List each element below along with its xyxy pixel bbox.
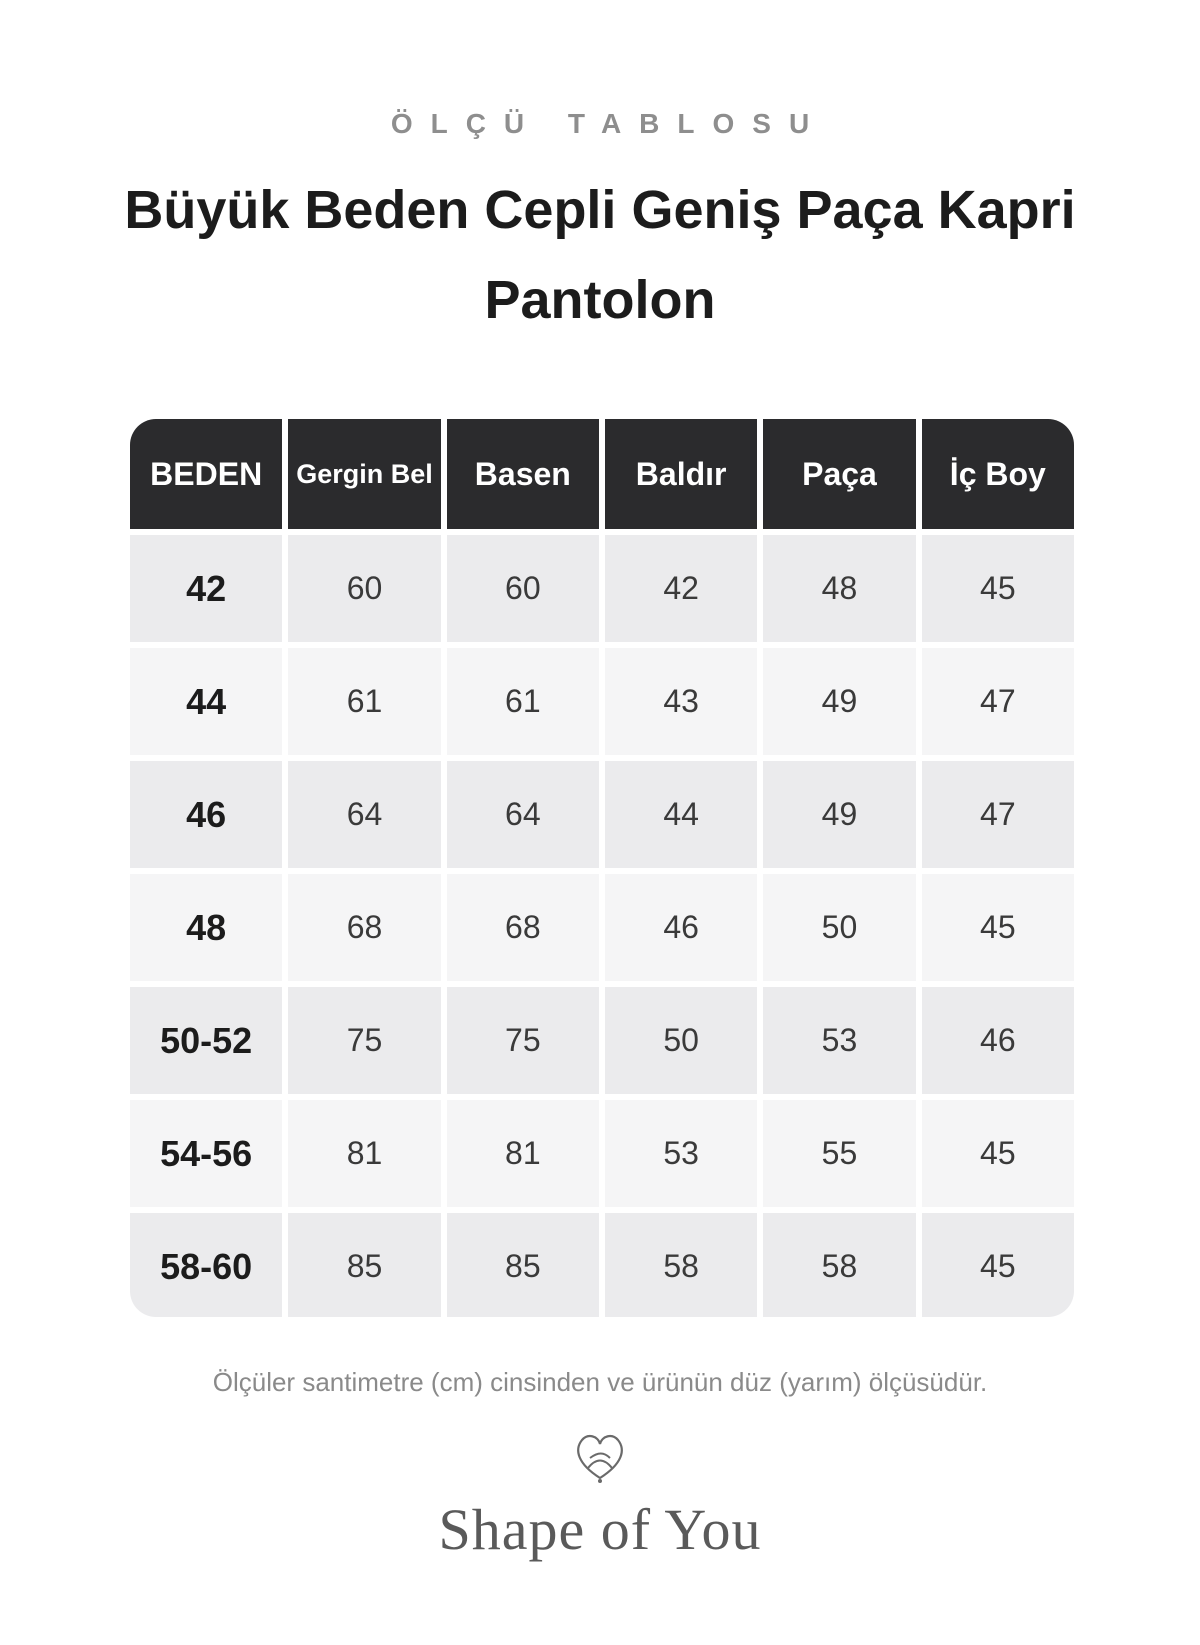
table-cell: 45: [922, 1100, 1074, 1207]
table-cell: 44: [605, 761, 757, 868]
table-row: [130, 761, 1074, 868]
table-cell: 58: [763, 1213, 915, 1317]
brand-logo: [0, 1428, 1200, 1563]
size-cell: 44: [130, 648, 282, 755]
size-cell: 54-56: [130, 1100, 282, 1207]
table-row: [130, 987, 1074, 1094]
size-cell: 50-52: [130, 987, 282, 1094]
page-title: Büyük Beden Cepli Geniş Paça Kapri Pantolon: [124, 180, 1076, 330]
table-cell: 49: [763, 648, 915, 755]
table-cell: 46: [922, 987, 1074, 1094]
table-cell: 75: [447, 987, 599, 1094]
eyebrow-label: ÖLÇÜ TABLOSU: [390, 108, 828, 139]
table-cell: 43: [605, 648, 757, 755]
table-cell: 47: [922, 648, 1074, 755]
table-cell: 45: [922, 1213, 1074, 1317]
table-cell: 61: [288, 648, 440, 755]
table-cell: 55: [763, 1100, 915, 1207]
table-cell: 53: [763, 987, 915, 1094]
table-cell: 48: [763, 535, 915, 642]
brand-name: Shape of You: [438, 1497, 762, 1562]
size-cell: 42: [130, 535, 282, 642]
table-cell: 68: [288, 874, 440, 981]
size-cell: 46: [130, 761, 282, 868]
table-cell: 64: [447, 761, 599, 868]
table-row: [130, 1213, 1074, 1317]
size-cell: 48: [130, 874, 282, 981]
size-cell: 58-60: [130, 1213, 282, 1317]
table-cell: 64: [288, 761, 440, 868]
measurement-note: Ölçüler santimetre (cm) cinsinden ve ürünün düz (yarım) ölçüsüdür.: [212, 1367, 988, 1397]
table-cell: 81: [288, 1100, 440, 1207]
heart-ribbon-icon: [568, 1428, 632, 1486]
table-row: [130, 535, 1074, 642]
column-header-inseam: İç Boy: [922, 419, 1074, 529]
column-header-hip: Basen: [447, 419, 599, 529]
table-cell: 50: [763, 874, 915, 981]
table-cell: 50: [605, 987, 757, 1094]
table-cell: 60: [288, 535, 440, 642]
table-cell: 49: [763, 761, 915, 868]
table-cell: 85: [288, 1213, 440, 1317]
table-cell: 75: [288, 987, 440, 1094]
table-cell: 61: [447, 648, 599, 755]
table-cell: 47: [922, 761, 1074, 868]
table-header-row: [130, 419, 1074, 529]
table-row: [130, 1100, 1074, 1207]
table-cell: 45: [922, 535, 1074, 642]
column-header-waist: Gergin Bel: [288, 419, 440, 529]
table-cell: 45: [922, 874, 1074, 981]
table-cell: 42: [605, 535, 757, 642]
table-cell: 53: [605, 1100, 757, 1207]
table-row: [130, 648, 1074, 755]
column-header-calf: Baldır: [605, 419, 757, 529]
table-cell: 60: [447, 535, 599, 642]
column-header-size: BEDEN: [130, 419, 282, 529]
size-table: [130, 419, 1074, 1317]
table-cell: 46: [605, 874, 757, 981]
column-header-hem: Paça: [763, 419, 915, 529]
table-cell: 85: [447, 1213, 599, 1317]
table-cell: 68: [447, 874, 599, 981]
table-cell: 58: [605, 1213, 757, 1317]
table-cell: 81: [447, 1100, 599, 1207]
table-row: [130, 874, 1074, 981]
